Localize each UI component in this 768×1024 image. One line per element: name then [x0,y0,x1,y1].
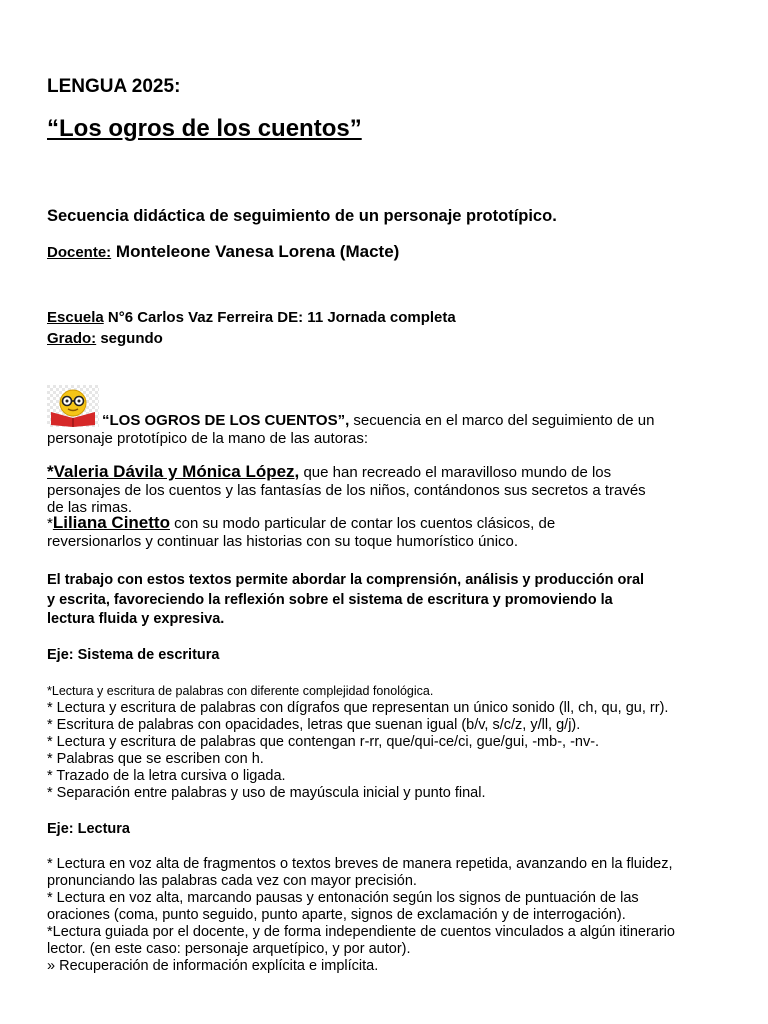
work-line-2: y escrita, favoreciendo la reflexión sobre el sistema de escritura y promoviendo la [47,591,613,608]
author2-line-2: reversionarlos y continuar las historias con su toque humorístico único. [47,532,519,550]
intro-paragraph [47,412,737,447]
work-line-1: El trabajo con estos textos permite abordar la comprensión, análisis y producción oral [47,572,645,588]
axis-reading-heading: Eje: Lectura [47,821,130,837]
list-line: pronunciando las palabras cada vez con mayor precisión. [47,873,417,889]
subject-heading: LENGUA 2025: [47,76,181,97]
list-item: * Palabras que se escriben con h. [47,751,264,767]
teacher-name: Monteleone Vanesa Lorena (Macte) [111,242,400,261]
list-line: » Recuperación de información explícita e implícita. [47,958,379,974]
axis-writing-list [47,683,747,802]
grade-value: segundo [96,330,163,347]
teacher-line [47,242,399,262]
list-line: lector. (en este caso: personaje arquetípico, y por autor). [47,941,411,957]
list-item: * Lectura y escritura de palabras con dígrafos que representan un único sonido (ll, ch, qu, gu, rr). [47,700,669,716]
list-line: *Lectura guiada por el docente, y de forma independiente de cuentos vinculados a algún itinerario [47,924,675,940]
intro-line-2: personaje prototípico de la mano de las autoras: [47,429,369,447]
list-line: * Lectura en voz alta de fragmentos o textos breves de manera repetida, avanzando en la fluidez, [47,856,673,872]
author1-line-1 [47,463,737,482]
document-title: “Los ogros de los cuentos” [47,115,362,142]
author-paragraph-1 [47,463,737,517]
list-item: *Lectura y escritura de palabras con diferente complejidad fonológica. [47,684,434,698]
work-line-3: lectura fluida y expresiva. [47,611,225,627]
author2-name: Liliana Cinetto [52,513,170,532]
sequence-heading: Secuencia didáctica de seguimiento de un personaje prototípico. [47,207,557,225]
author1-line-2: personajes de los cuentos y las fantasías de los niños, contándonos sus secretos a través [47,481,646,499]
author1-line-3: de las rimas. [47,499,133,516]
school-value: N°6 Carlos Vaz Ferreira DE: 11 Jornada completa [103,309,456,326]
grade-line [47,330,163,347]
sequence-name: “LOS OGROS DE LOS CUENTOS”, [102,412,350,429]
author2-line-1 [47,514,737,533]
work-paragraph [47,571,737,630]
axis-reading-list [47,856,747,975]
teacher-label: Docente: [47,244,112,261]
school-line [47,309,456,326]
grade-label: Grado: [47,330,97,347]
author1-name: *Valeria Dávila y Mónica López, [47,462,300,481]
author1-text-1: que han recreado el maravilloso mundo de los [299,464,612,481]
list-item: * Separación entre palabras y uso de mayúscula inicial y punto final. [47,785,486,801]
list-item: * Escritura de palabras con opacidades, letras que suenan igual (b/v, s/c/z, y/ll, g/j). [47,717,581,733]
intro-line-1 [47,412,737,430]
list-line: oraciones (coma, punto seguido, punto aparte, signos de exclamación y de interrogación). [47,907,626,923]
author2-star: * [47,515,53,532]
author2-text-1: con su modo particular de contar los cuentos clásicos, de [169,515,556,532]
list-item: * Lectura y escritura de palabras que contengan r-rr, que/qui-ce/ci, gue/gui, -mb-, -nv-. [47,734,600,750]
school-label: Escuela [47,309,104,326]
intro-text: secuencia en el marco del seguimiento de un [349,412,655,429]
axis-writing-heading: Eje: Sistema de escritura [47,647,220,663]
list-line: * Lectura en voz alta, marcando pausas y entonación según los signos de puntuación de las [47,890,639,906]
author-paragraph-2 [47,514,737,550]
list-item: * Trazado de la letra cursiva o ligada. [47,768,286,784]
